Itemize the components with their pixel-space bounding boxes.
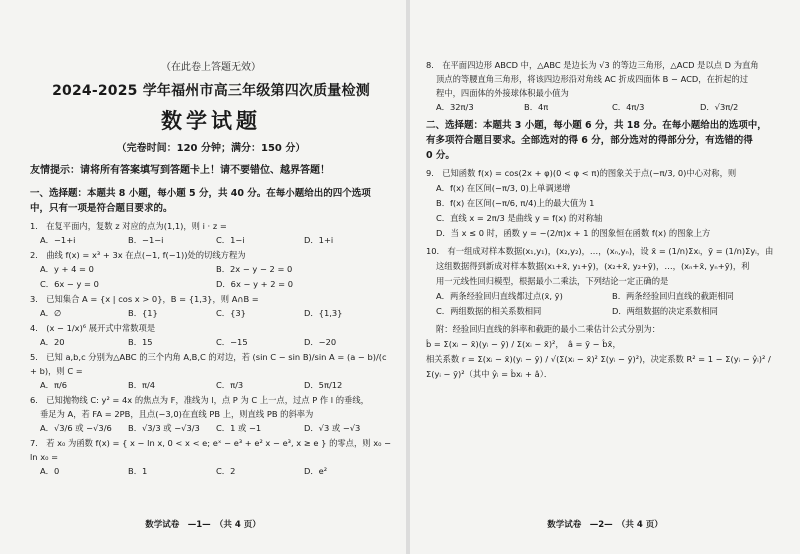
option-d: D．6x − y + 2 = 0: [216, 279, 294, 289]
question-stem: 2. 曲线 f(x) = x³ + 3x 在点(−1, f(−1))处的切线方程为: [30, 250, 246, 260]
question-stem: 6. 已知抛物线 C: y² = 4x 的焦点为 F，准线为 l，点 P 为 C 上一点，过点 P 作 l 的垂线，: [30, 395, 369, 405]
option-a: A．√3/6 或 −√3/6: [40, 423, 112, 433]
option-a: A．π/6: [40, 380, 68, 390]
option-a: A．32π/3: [436, 102, 474, 112]
option-d: D．√3 或 −√3: [304, 423, 361, 433]
subject-title: 数学试题: [161, 108, 261, 133]
option-b: B．{1}: [128, 308, 158, 318]
option-c: C．−15: [216, 337, 248, 347]
option-c: C．直线 x = 2π/3 是曲线 y = f(x) 的对称轴: [436, 213, 603, 223]
option-b: B．π/4: [128, 380, 156, 390]
option-a: A．两条经验回归直线都过点(x̄, ȳ): [436, 291, 563, 301]
exam-time: （完卷时间：120 分钟；满分：150 分）: [116, 143, 306, 154]
question-2: [30, 248, 392, 292]
question-stem-cont: 垂足为 A，若 FA = 2PB，且点(−3,0)在直线 PB 上，则直线 PB 的斜率为: [40, 409, 314, 419]
option-b: B．两条经验回归直线的截距相同: [612, 291, 734, 301]
option-c: C．两组数据的相关系数相同: [436, 306, 542, 316]
option-d: D．5π/12: [304, 380, 343, 390]
option-d: D．e²: [304, 466, 328, 476]
question-5: [30, 350, 392, 393]
question-10: 10. 有一组成对样本数据(x₁,y₁)，(x₂,y₂)，…，(xₙ,yₙ)，设 x̄ = (1/n)Σxᵢ，ȳ = (1/n)Σyᵢ，由 这组数据得到新成对样本数据(x₁+x̄, y₁+ȳ)，(x₂+x̄, y₂+ȳ)，…，(xₙ+x̄, yₙ+ȳ)，利 用一元线性回归模型，根据最小二乘法，下列结论一定正确的是 A．两条经验回归直线都过点(x̄, ȳ) B．两条经验回归直线的截距相同 C．两组数据的相关系数相同 D．两组数据的决定系数相同: [426, 244, 788, 319]
option-a: A．0: [40, 466, 60, 476]
question-stem: 7. 若 x₀ 为函数 f(x) = { x − ln x, 0 < x < e; eˣ − e³ + e² x − e³, x ≥ e } 的零点，则 x₀ − ln x₀ =: [30, 438, 392, 462]
option-c: C．{3}: [216, 308, 246, 318]
page-footer: 数学试卷 —1— （共 4 页）: [145, 520, 261, 530]
question-stem: 4. (x − 1/x)⁶ 展开式中常数项是: [30, 323, 156, 333]
option-b: B．15: [128, 337, 153, 347]
option-b: B．−1−i: [128, 235, 164, 245]
option-d: D．{1,3}: [304, 308, 343, 318]
page-footer: 数学试卷 —2— （共 4 页）: [547, 520, 663, 530]
section-1-heading: 一、选择题：本题共 8 小题，每小题 5 分，共 40 分。在每小题给出的四个选项 中，只有一项是符合题目要求的。: [30, 188, 371, 214]
option-c: C．6x − y = 0: [40, 279, 99, 289]
option-b: B．4π: [524, 102, 549, 112]
question-stem: 5. 已知 a,b,c 分别为△ABC 的三个内角 A,B,C 的对边，若 (sin C − sin B)/sin A = (a − b)/(c + b)，则 C =: [30, 352, 387, 376]
option-a: A．f(x) 在区间(−π/3, 0)上单调递增: [436, 183, 571, 193]
option-d: D．1+i: [304, 235, 334, 245]
option-a: A．∅: [40, 308, 62, 318]
option-b: B．f(x) 在区间(−π/6, π/4)上的最大值为 1: [436, 198, 595, 208]
exam-title: 2024-2025 学年福州市高三年级第四次质量检测: [52, 83, 370, 99]
option-b: B．2x − y − 2 = 0: [216, 264, 293, 274]
option-c: C．π/3: [216, 380, 244, 390]
question-1: [30, 219, 392, 248]
question-7: [30, 436, 392, 479]
option-c: C．2: [216, 466, 236, 476]
page-note: （在此卷上答题无效）: [161, 62, 261, 73]
option-a: A．20: [40, 337, 65, 347]
option-a: A．y + 4 = 0: [40, 264, 94, 274]
question-3: [30, 292, 392, 321]
exam-page-2: [410, 0, 800, 554]
question-stem: 9. 已知函数 f(x) = cos(2x + φ)(0 < φ < π)的图象关于点(−π/3, 0)中心对称，则: [426, 168, 737, 178]
question-9: [426, 166, 788, 241]
appendix-formulas: 附：经验回归直线的斜率和截距的最小二乘估计公式分别为： b̂ = Σ(xᵢ − x̄)(yᵢ − ȳ) / Σ(xᵢ − x̄)²， â = ȳ − b̂x̄， 相关系数 r = Σ(xᵢ − x̄)(yᵢ − ȳ) / √(Σ(xᵢ − x̄)² Σ(yᵢ − ȳ)²)，决定系数 R² = 1 − Σ(yᵢ − ŷᵢ)² / Σ(yᵢ − ȳ)²（其中 ŷᵢ = b̂xᵢ + â）．: [426, 324, 771, 379]
option-d: D．当 x ≤ 0 时，函数 y = −(2/π)x + 1 的图象恒在函数 f(x) 的图象上方: [436, 228, 711, 238]
question-stem: 1. 在复平面内，复数 z 对应的点为(1,1)，则 i · z =: [30, 221, 227, 231]
question-stem: 3. 已知集合 A = {x | cos x > 0}，B = {1,3}，则 A∩B =: [30, 294, 259, 304]
section-2-heading: 二、选择题：本题共 3 小题，每小题 6 分，共 18 分。在每小题给出的选项中， 有多项符合题目要求。全部选对的得 6 分，部分选对的得部分分，有选错的得 0 分。: [426, 120, 767, 161]
option-c: C．1−i: [216, 235, 245, 245]
question-8: 8. 在平面四边形 ABCD 中，△ABC 是边长为 √3 的等边三角形，△ACD 是以点 D 为直角 顶点的等腰直角三角形，将该四边形沿对角线 AC 折成四面体 B − ACD，在折起的过 程中，四面体的外接球体积最小值为 A．32π/3 B．4π C．4π/3 D．√3π/2: [426, 58, 788, 115]
question-4: [30, 321, 392, 350]
question-6: [30, 393, 392, 436]
option-d: D．√3π/2: [700, 102, 739, 112]
friendly-tip: 友情提示：请将所有答案填写到答题卡上！请不要错位、越界答题！: [30, 165, 330, 176]
option-d: D．两组数据的决定系数相同: [612, 306, 718, 316]
option-b: B．√3/3 或 −√3/3: [128, 423, 200, 433]
option-d: D．−20: [304, 337, 337, 347]
option-c: C．1 或 −1: [216, 423, 262, 433]
option-a: A．−1+i: [40, 235, 76, 245]
option-c: C．4π/3: [612, 102, 645, 112]
option-b: B．1: [128, 466, 148, 476]
